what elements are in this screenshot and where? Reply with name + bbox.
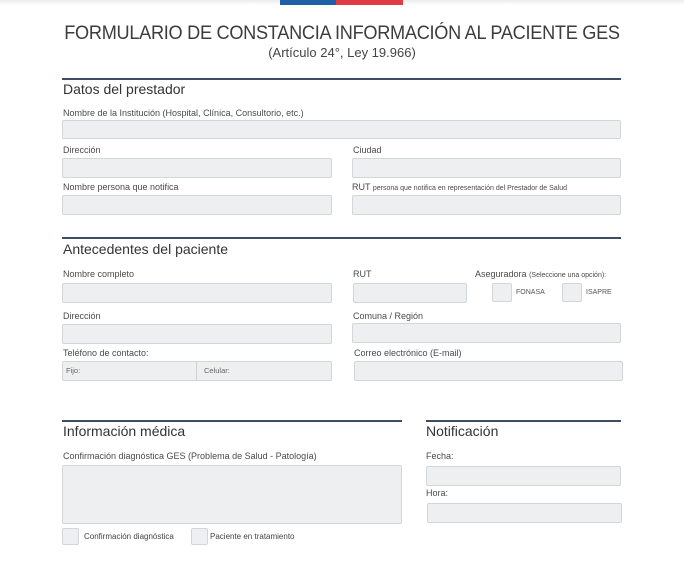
aseguradora-label-small: (Seleccione una opción): [529,272,607,279]
rut-prestador-label-main: RUT [352,182,371,192]
telefono-celular-input[interactable] [196,361,332,381]
telefono-fijo-label: Fijo: [66,366,81,375]
rut-prestador-label [352,182,567,192]
aseguradora-label [475,269,606,279]
fecha-label: Fecha: [426,451,454,461]
aseguradora-label-main: Aseguradora [475,269,527,279]
confirmacion-diagnostica-label: Confirmación diagnóstica [84,532,174,541]
isapre-label: ISAPRE [586,289,612,296]
confirmacion-diagnostica-checkbox[interactable] [62,528,79,545]
paciente-tratamiento-label: Paciente en tratamiento [210,532,295,541]
paciente-direccion-input[interactable] [62,324,332,344]
persona-notifica-input[interactable] [62,195,332,215]
form-title: FORMULARIO DE CONSTANCIA INFORMACIÓN AL PACIENTE GES [64,22,620,44]
paciente-tratamiento-checkbox[interactable] [191,528,208,545]
fonasa-checkbox[interactable] [492,283,512,302]
confirmacion-ges-textarea[interactable] [62,465,402,524]
fecha-input[interactable] [426,466,621,486]
section-title-paciente: Antecedentes del paciente [63,241,229,257]
section-title-medica: Información médica [63,423,186,439]
ciudad-label: Ciudad [353,145,382,155]
section-divider-medica [62,420,402,422]
section-divider-notificacion [426,420,621,422]
prestador-direccion-input[interactable] [62,158,332,178]
paciente-nombre-input[interactable] [62,283,332,303]
email-label: Correo electrónico (E-mail) [354,348,462,358]
persona-notifica-label: Nombre persona que notifica [63,182,179,192]
rut-prestador-label-small: persona que notifica en representación del Prestador de Salud [372,185,568,192]
telefono-label: Teléfono de contacto: [63,348,149,358]
confirmacion-ges-label: Confirmación diagnóstica GES (Problema de Salud - Patología) [63,451,317,461]
telefono-celular-label: Celular: [204,366,230,375]
paciente-rut-input[interactable] [353,283,467,303]
prestador-direccion-label: Dirección [63,145,101,155]
institucion-input[interactable] [62,120,621,139]
email-input[interactable] [354,361,623,381]
paciente-rut-label: RUT [353,269,372,279]
comuna-region-input[interactable] [352,323,621,343]
paciente-nombre-label: Nombre completo [63,269,135,279]
rut-prestador-input[interactable] [352,195,621,215]
telefono-fijo-input[interactable] [62,361,196,381]
section-divider-paciente [62,237,621,239]
form-subtitle: (Artículo 24°, Ley 19.966) [268,45,416,60]
fonasa-label: FONASA [516,289,545,296]
comuna-region-label: Comuna / Región [353,311,424,321]
flag-stripe-blue [280,0,336,5]
ciudad-input[interactable] [352,158,621,178]
hora-input[interactable] [427,503,622,523]
section-title-prestador: Datos del prestador [63,81,186,97]
flag-stripe-red [336,0,403,5]
paciente-direccion-label: Dirección [63,311,101,321]
hora-label: Hora: [426,488,449,498]
isapre-checkbox[interactable] [562,283,582,302]
institucion-label: Nombre de la Institución (Hospital, Clínica, Consultorio, etc.) [63,108,304,118]
section-title-notificacion: Notificación [426,423,499,439]
section-divider-prestador [62,78,621,80]
